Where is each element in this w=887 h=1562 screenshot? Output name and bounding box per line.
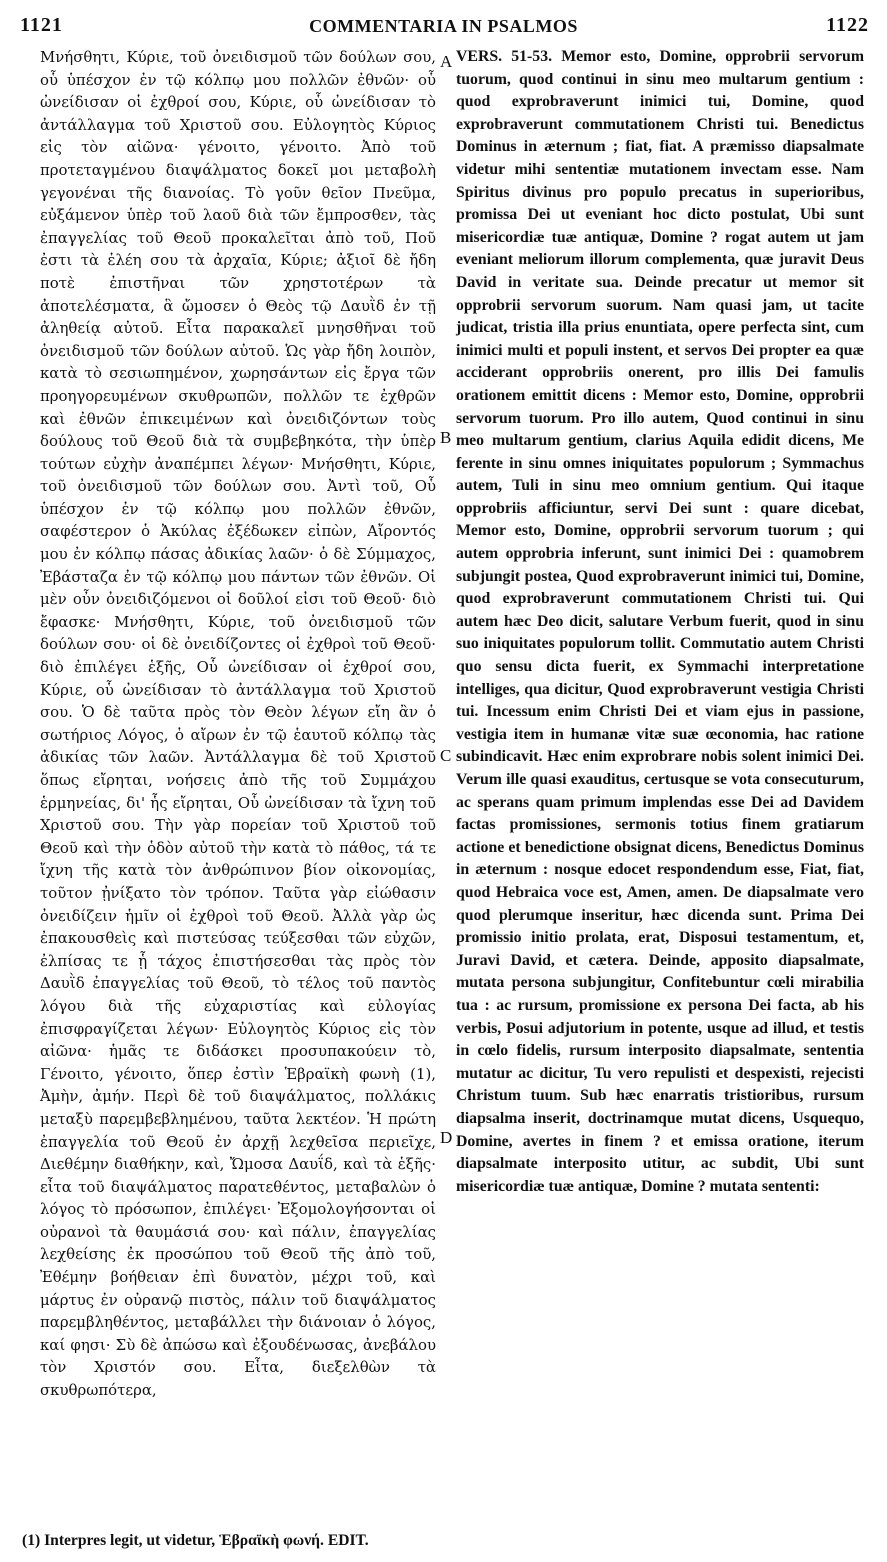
- page-number-left: 1121: [20, 14, 63, 36]
- page-number-right: 1122: [826, 14, 869, 36]
- footnote: (1) Interpres legit, ut videtur, Ἑβραϊκὴ φωνή. EDIT.: [22, 1532, 369, 1549]
- latin-text: VERS. 51-53. Memor esto, Domine, opprobrii servorum tuorum, quod continui in sinu meo multarum gentium : quod exprobraverunt inimici tui, Domine, quod exprobraverunt commutationem Christi tui. Benedictus Dominus in æternum ; fiat, fiat. A præmisso diapsalmate videtur mihi sententiæ mutationem invectam esse. Nam Spiritus divinus pro populo precatus in superioribus, promissa Dei ut eveniant hoc dicto postulat, Ubi sunt misericordiæ tuæ antiquæ, Domine ? rogat autem ut jam eveniant meliorum illorum complementa, quæ juravit Deus David in veritate sua. Deinde precatur ut memor sit opprobrii servorum suorum. Nam quasi jam, ut tacite judicat, tristia illa prius enuntiata, opere perfecta sint, cum inimici multi et populi instent, et servos Dei propter ea quæ acciderant opprobriis onerent, pro illis Dei famulis orationem emittit dicens : Memor esto, Domine, opprobrii servorum tuorum. Pro illo autem, Quod continui in sinu meo multarum gentium, clarius Aquila edidit dicens, Me ferente in sinu omnes iniquitates populorum ; Symmachus autem, Tuli in sinu meo omnium gentium. Qui itaque opprobriis afficiuntur, servi Dei sunt : quare dicebat, Memor esto, Domine, opprobrii servorum tuorum ; qui autem opprobria inferunt, sunt inimici Dei : quamobrem subjungit postea, Quod exprobraverunt inimici tui, Domine, quod exprobraverunt commutationem Christi tui. Qui autem hæc Deo dicit, salutare Verbum fuerit, quod in sinu suo iniquitates populorum tollit. Commutatio autem Christi quo sensu dicta fuerit, ex Symmachi interpretatione intelliges, qua dicitur, Quod exprobraverunt vestigia Christi tui. Incessum enim Christi Dei et viam ejus in passione, vestigia item in humanæ vitæ suæ œconomia, hac ratione subindicavit. Hæc enim exprobrare nobis solent inimici Dei. Verum ille quasi exauditus, certusque se vota consecuturum, ac sperans quam primum implendas esse Dei ad Davidem factas promissiones, sermonis totius finem gratiarum actione et benedictione obsignat dicens, Benedictus Dominus in æternum : nosque edocet respondendum esse, Fiat, fiat, quod Hebraica voce est, Amen, amen. De diapsalmate vero quod plerumque inseritur, hæc dicenda sunt. Prima Dei promissio initio prolata, erat, Disposui testamentum, et, Juravi David, et cætera. Deinde, apposito diapsalmate, mutata persona subjungitur, Confitebuntur cœli mirabilia tua : ac rursum, promissione ex persona Dei facta, ab his verbis, Posui adjutorium in potente, usque ad illud, et testis in cœlo fidelis, rursum interposito diapsalmate, sententia mutatur ac dicitur, Tu vero repulisti et despexisti, rejecisti Christum tuum. Sub hæc enarratis tristioribus, rursum diapsalma inserit, doctrinamque mutat dicens, Usquequo, Domine, avertes in finem ? et emissa oratione, iterum diapsalmate interposito utitur, ac subdit, Ubi sunt misericordiæ tuæ antiquæ, Domine ? mutata sententi:: [456, 48, 864, 1195]
- greek-text: Μνήσθητι, Κύριε, τοῦ ὀνειδισμοῦ τῶν δούλων σου, οὗ ὑπέσχον ἐν τῷ κόλπῳ μου πολλῶν ἐθνῶν· οὗ ὠνείδισαν οἱ ἐχθροί σου, Κύριε, οὗ ὠνείδισαν τὸ ἀντάλλαγμα τοῦ Χριστοῦ σου. Εὐλογητὸς Κύριος εἰς τὸν αἰῶνα· γένοιτο, γένοιτο. Ἀπὸ τοῦ προτεταγμένου διαψάλματος δοκεῖ μοι μεταβολὴ γεγονέναι τῆς διανοίας. Τὸ γοῦν θεῖον Πνεῦμα, εὐξάμενον ὑπὲρ τοῦ λαοῦ διὰ τῶν ἔμπροσθεν, τὰς ἐπαγγελίας τοῦ Θεοῦ προκαλεῖται ἀπὸ τοῦ, Ποῦ ἐστι τὰ ἐλέη σου τὰ ἀρχαῖα, Κύριε; ἀξιοῖ δὲ ἤδη ποτὲ ἐπιστῆναι τῶν χρηστοτέρων τὰ ἀποτελέσματα, ἃ ὤμοσεν ὁ Θεὸς τῷ Δαυῒδ ἐν τῇ ἀληθείᾳ αὐτοῦ. Εἶτα παρακαλεῖ μνησθῆναι τοῦ ὀνειδισμοῦ τῶν δούλων αὐτοῦ. Ὡς γὰρ ἤδη λοιπὸν, κατὰ τὸ σεσιωπημένον, χωρησάντων εἰς ἔργα τῶν προηγορευμένων σκυθρωπῶν, πολλῶν τε ἐχθρῶν καὶ ἐθνῶν ἐπικειμένων καὶ ὀνειδιζόντων τοὺς δούλους τοῦ Θεοῦ διὰ τὰ συμβεβηκότα, τὴν ὑπὲρ τούτων εὐχὴν ἀναπέμπει λέγων· Μνήσθητι, Κύριε, τοῦ ὀνειδισμοῦ τῶν δούλων σου. Ἀντὶ τοῦ, Οὗ ὑπέσχον ἐν τῷ κόλπῳ μου πολλῶν ἐθνῶν, σαφέστερον ὁ Ἀκύλας ἐξέδωκεν εἰπὼν, Αἴροντός μου ἐν κόλπῳ πάσας ἀδικίας λαῶν· ὁ δὲ Σύμμαχος, Ἐβάσταζα ἐν τῷ κόλπῳ μου πάντων τῶν ἐθνῶν. Οἱ μὲν οὖν ὀνειδιζόμενοι οἱ δοῦλοί εἰσι τοῦ Θεοῦ· διὸ ἔφασκε· Μνήσθητι, Κύριε, τοῦ ὀνειδισμοῦ τῶν δούλων σου· οἱ δὲ ὀνειδίζοντες οἱ ἐχθροὶ τοῦ Θεοῦ· διὸ ἐπιλέγει ἑξῆς, Οὗ ὠνείδισαν οἱ ἐχθροί σου, Κύριε, οὗ ὠνείδισαν τὸ ἀντάλλαγμα τοῦ Χριστοῦ σου. Ὁ δὲ ταῦτα πρὸς τὸν Θεὸν λέγων εἴη ἂν ὁ σωτήριος Λόγος, ὁ αἴρων ἐν τῷ ἑαυτοῦ κόλπῳ τὰς ἀδικίας τῶν λαῶν. Ἀντάλλαγμα δὲ τοῦ Χριστοῦ ὅπως εἴρηται, νοήσεις ἀπὸ τῆς τοῦ Συμμάχου ἑρμηνείας, δι' ἧς εἴρηται, Οὗ ὠνείδισαν τὰ ἴχνη τοῦ Χριστοῦ σου. Τὴν γὰρ πορείαν τοῦ Χριστοῦ τοῦ Θεοῦ καὶ τὴν ὁδὸν αὐτοῦ τὴν κατὰ τὸ πάθος, τά τε ἴχνη τῆς κατὰ τὸν ἀνθρώπινον βίον οἰκονομίας, τοῦτον ᾐνίξατο τὸν τρόπον. Ταῦτα γὰρ εἰώθασιν ὀνειδίζειν ἡμῖν οἱ ἐχθροὶ τοῦ Θεοῦ. Ἀλλὰ γὰρ ὡς ἐπακουσθεὶς καὶ πιστεύσας τεύξεσθαι τῶν εὐχῶν, ἐλπίσας τε ᾗ τάχος ἐπιστήσεσθαι τὰς πρὸς τὸν Δαυῒδ ἐπαγγελίας τοῦ Θεοῦ, τὸ τέλος τοῦ παντὸς λόγου διὰ τῆς εὐχαριστίας καὶ εὐλογίας ἐπισφραγίζεται λέγων· Εὐλογητὸς Κύριος εἰς τὸν αἰῶνα· ἡμᾶς τε διδάσκει προσυπακούειν τὸ, Γένοιτο, γένοιτο, ὅπερ ἐστὶν Ἑβραϊκὴ φωνὴ (1), Ἀμὴν, ἀμήν. Περὶ δὲ τοῦ διαψάλματος, πολλάκις μεταξὺ παρεμβεβλημένου, ταῦτα λεκτέον. Ἡ πρώτη ἐπαγγελία τοῦ Θεοῦ ἐν ἀρχῇ λεχθεῖσα περιεῖχε, Διεθέμην διαθήκην, καὶ, Ὤμοσα Δαυΐδ, καὶ τὰ ἑξῆς· εἶτα τοῦ διαψάλματος παρατεθέντος, μεταβαλὼν ὁ λόγος τὸ πρόσωπον, ἐπιλέγει· Ἐξομολογήσονται οἱ οὐρανοὶ τὰ θαυμάσιά σου· καὶ πάλιν, ἐπαγγελίας λεχθείσης ἐκ προσώπου τοῦ Θεοῦ τῆς ἀπὸ τοῦ, Ἐθέμην βοήθειαν ἐπὶ δυνατὸν, μέχρι τοῦ, καὶ μάρτυς ἐν οὐρανῷ πιστὸς, πάλιν τοῦ διαψάλματος παρεμβληθέντος, μεταβάλλει τὴν διάνοιαν ὁ λόγος, καί φησι· Σὺ δὲ ἀπώσω καὶ ἐξουδένωσας, ἀνεβάλου τὸν Χριστόν σου. Εἶτα, διεξελθὼν τὰ σκυθρωπότερα,: [40, 48, 436, 1400]
- margin-letter-c: C: [440, 746, 452, 765]
- greek-column: [40, 46, 436, 1402]
- page-header: [0, 14, 887, 38]
- margin-letter-b: B: [440, 428, 452, 447]
- latin-column: [456, 46, 864, 1198]
- margin-letter-a: A: [440, 52, 453, 71]
- margin-letter-d: D: [440, 1128, 453, 1147]
- running-title: COMMENTARIA IN PSALMOS: [309, 16, 578, 36]
